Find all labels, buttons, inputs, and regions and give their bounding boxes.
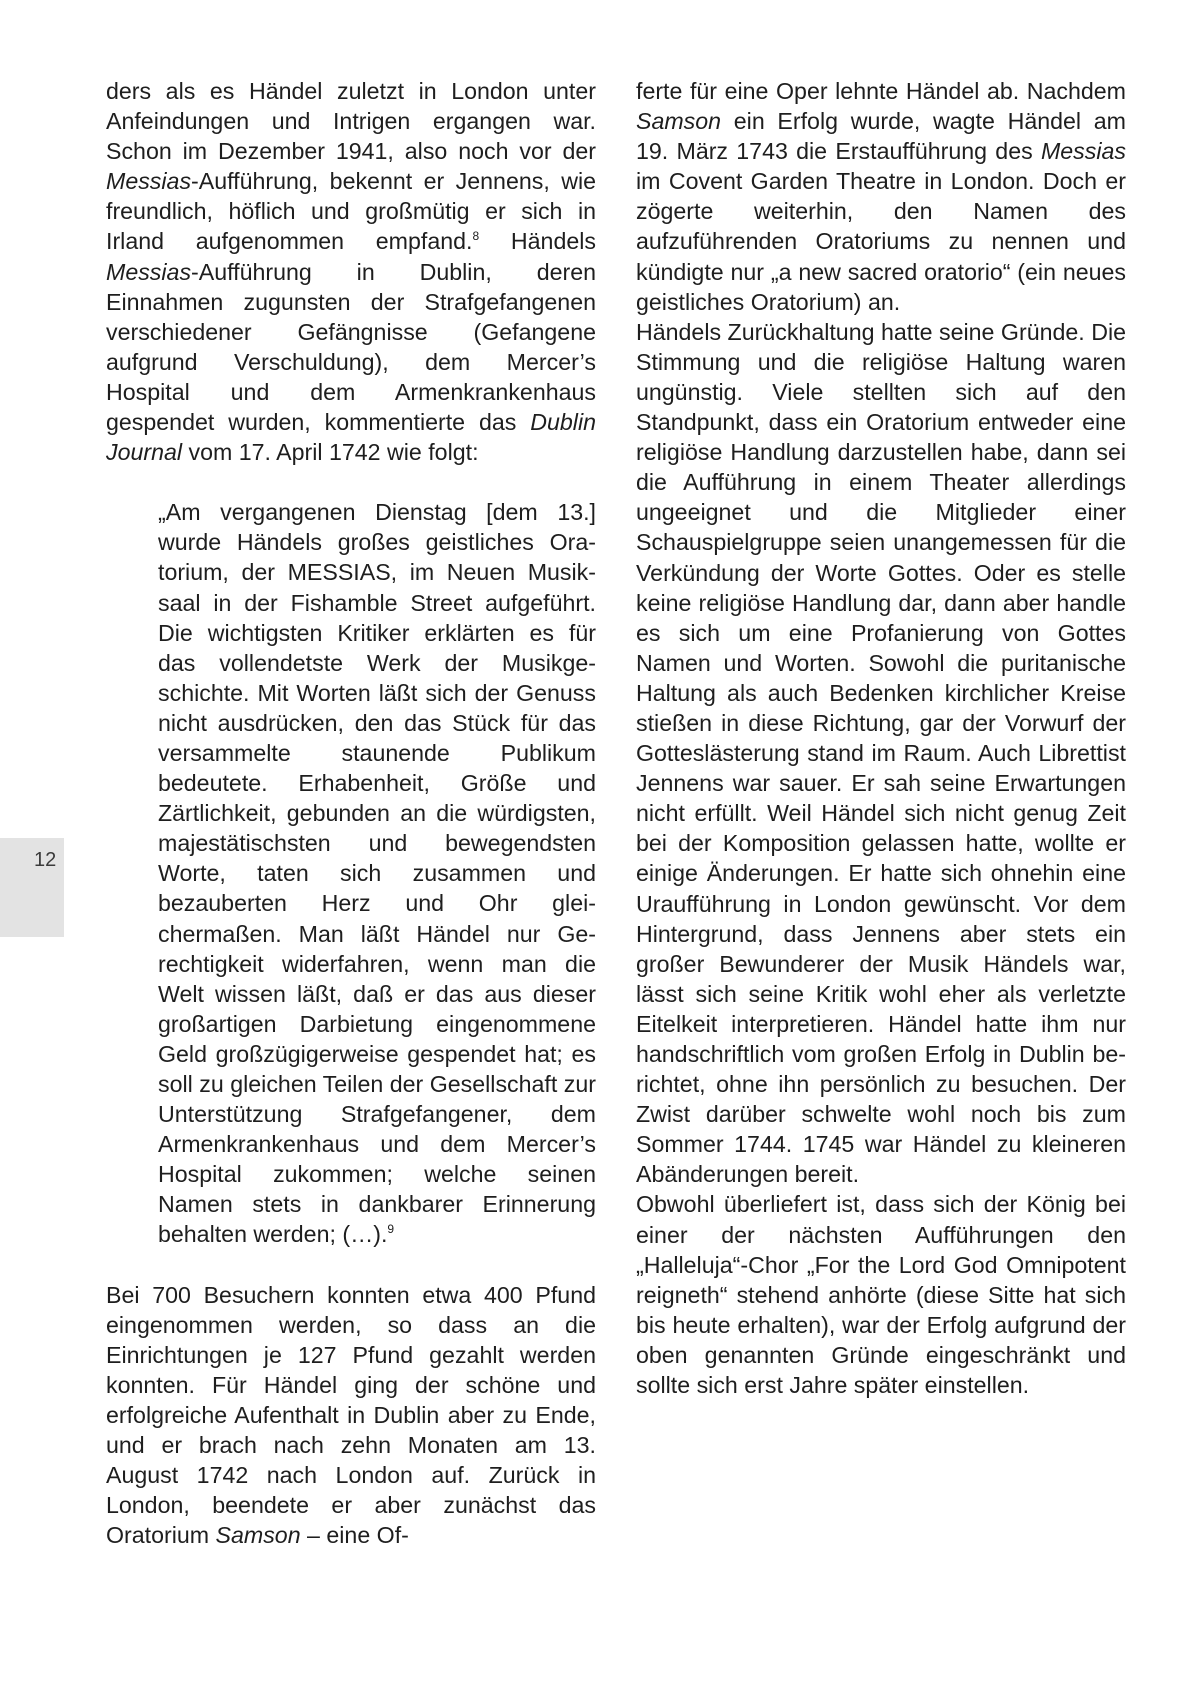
work-title: Messias [106, 168, 192, 195]
work-title: Messias [1040, 138, 1126, 165]
paragraph [636, 76, 1126, 317]
text-run: -Aufführung in Dublin, deren Einnahmen zugunsten der Strafgefangenen verschiedener Gefängnisse (Gefangene aufgrund Verschuldung), dem Mercer’s Hospital und dem Armenkrankenhaus gespendet wurden, kommentierte das [106, 258, 596, 436]
text-run: ders als es Händel zuletzt in London unter Anfeindungen und Intrigen ergangen war. Schon im Dezember 1941, also noch vor der [106, 78, 596, 165]
text-run: ein Erfolg wurde, wagte Händel am 19. März 1743 die Erstaufführung des [636, 108, 1126, 165]
right-column [636, 76, 1126, 1400]
text-run: Händels [479, 228, 596, 255]
left-column [106, 76, 596, 1550]
text-run: Bei 700 Besuchern konnten etwa 400 Pfund eingenommen werden, so dass an die Einrichtungen je 127 Pfund gezahlt werden konnten. Für Händel ging der schöne und erfolgreiche Aufenthalt in Dublin aber zu Ende, und er brach nach zehn Monaten am 13. August 1742 nach London auf. Zurück in London, beendete er aber zunächst das Oratorium [106, 1281, 596, 1549]
paragraph: Händels Zurückhaltung hatte seine Gründe. Die Stimmung und die religiöse Haltung waren ungünstig. Viele stellten sich auf den Standpunkt, dass ein Oratorium entweder eine religiöse Handlung darzustellen habe, dann sei die Aufführung in einem Theater allerdings ungeeignet und die Mitglieder einer Schauspielgruppe seien unangemessen für die Verkündung der Worte Gottes. Oder es stelle keine religiöse Handlung dar, dann aber handle es sich um eine Profanierung von Gottes Namen und Worten. Sowohl die puritanische Haltung als auch Bedenken kirchlicher Kreise stießen in diese Richtung, gar der Vorwurf der Gotteslästerung stand im Raum. Auch Librettist Jennens war sauer. Er sah seine Erwartungen nicht erfüllt. Weil Händel sich nicht genug Zeit bei der Komposition gelassen hatte, wollte er einige Änderungen. Er hatte sich ohnehin eine Uraufführung in London gewünscht. Vor dem Hintergrund, dass Jennens aber stets ein großer Bewunderer der Musik Händels war, lässt sich seine Kritik wohl eher als verletzte Eitelkeit interpretieren. Händel hatte ihm nur handschriftlich vom großen Erfolg in Dublin berichtet, ohne ihn persönlich zu besuchen. Der Zwist darüber schwelte wohl noch bis zum Sommer 1744. 1745 war Händel zu kleineren Abänderungen bereit. [636, 318, 1126, 1188]
work-title: Samson [215, 1522, 301, 1549]
work-title: Samson [636, 108, 722, 135]
footnote-ref: 8 [472, 229, 480, 244]
work-title: Messias [106, 258, 192, 285]
text-run: ferte für eine Oper lehnte Händel ab. Nachdem [636, 78, 1126, 104]
publication-title: Dublin Journal [106, 409, 596, 466]
text-run: -Aufführung, bekennt er Jennens, wie freundlich, höflich und großmütig er sich in Irland aufgenommen empfand. [106, 168, 596, 255]
text-run: vom 17. April 1742 wie folgt: [182, 439, 479, 466]
page-number-tab [0, 838, 64, 937]
text-run: – eine Of- [300, 1522, 409, 1549]
paragraph: Obwohl überliefert ist, dass sich der König bei einer der nächsten Aufführungen den „Halleluja“-Chor „For the Lord God Omnipotent reigneth“ stehend anhörte (diese Sitte hat sich bis heute erhalten), war der Erfolg aufgrund der oben genannten Gründe eingeschränkt und sollte sich erst Jahre später einstellen. [636, 1191, 1126, 1399]
paragraph [106, 76, 596, 467]
paragraph [106, 1280, 596, 1551]
text-run: im Covent Garden Theatre in London. Doch er zögerte weiterhin, den Namen des aufzuführenden Oratoriums zu nennen und kündigte nur „a new sacred oratorio“ (ein neues geistliches Oratorium) an. [636, 168, 1126, 315]
page-number: 12 [34, 849, 57, 871]
quote-text: „Am vergangenen Dienstag [dem 13.] wurde Händels großes geistliches Oratorium, der MESSIAS, im Neuen Musiksaal in der Fishamble Street aufgeführt. Die wichtigsten Kritiker erklärten es für das vollendetste Werk der Musikgeschichte. Mit Worten läßt sich der Genuss nicht ausdrücken, den das Stück für das versammelte staunende Publikum bedeutete. Erhabenheit, Größe und Zärtlichkeit, gebunden an die würdigsten, majestätischsten und bewegendsten Worte, taten sich zusammen und bezauberten Herz und Ohr gleichermaßen. Man läßt Händel nur Gerechtigkeit widerfahren, wenn man die Welt wissen läßt, daß er das aus dieser großartigen Darbietung eingenommene Geld großzügigerweise gespendet hat; es soll zu gleichen Teilen der Gesellschaft zur Unterstützung Strafgefangener, dem Armenkrankenhaus und dem Mercer’s Hospital zukommen; welche seinen Namen stets in dankbarer Erinnerung behalten werden; (…). [158, 499, 596, 1248]
footnote-ref: 9 [387, 1222, 395, 1237]
block-quote [158, 497, 596, 1249]
